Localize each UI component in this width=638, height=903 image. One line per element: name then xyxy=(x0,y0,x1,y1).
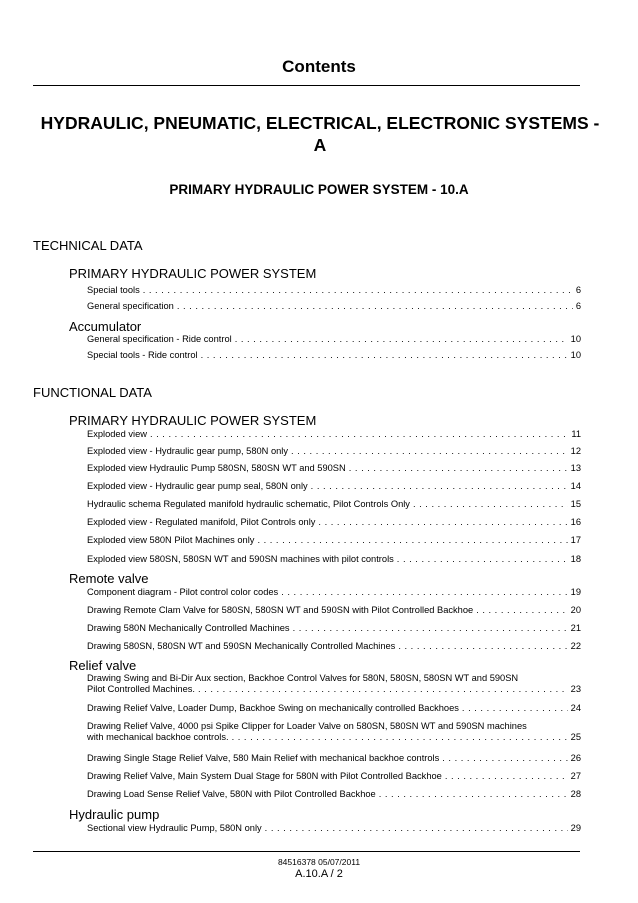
toc-entry-title: Exploded view - Hydraulic gear pump, 580N only xyxy=(87,446,289,456)
toc-entry[interactable] xyxy=(87,481,581,492)
toc-entry[interactable] xyxy=(87,823,581,834)
dot-leader xyxy=(201,350,568,361)
toc-entry-page: 23 xyxy=(570,684,581,694)
group-heading: Relief valve xyxy=(69,658,137,673)
toc-entry-title: Pilot Controlled Machines. xyxy=(87,684,195,694)
toc-entry[interactable] xyxy=(87,499,581,510)
toc-entry-title: Special tools - Ride control xyxy=(87,350,198,360)
toc-entry-page: 29 xyxy=(570,823,581,833)
toc-entry-title: Exploded view xyxy=(87,429,147,439)
toc-entry-page: 6 xyxy=(575,285,581,295)
footer-divider xyxy=(33,851,580,852)
toc-entry-title: Sectional view Hydraulic Pump, 580N only xyxy=(87,823,262,833)
toc-entry-page: 19 xyxy=(570,587,581,597)
toc-entry-page: 21 xyxy=(570,623,581,633)
toc-entry-title: Drawing Relief Valve, Loader Dump, Backhoe Swing on mechanically controlled Backhoes xyxy=(87,703,459,713)
toc-entry-title: Drawing 580SN, 580SN WT and 590SN Mechanically Controlled Machines xyxy=(87,641,396,651)
dot-leader xyxy=(349,463,568,474)
toc-entry-title: with mechanical backhoe controls. xyxy=(87,732,229,742)
dot-leader xyxy=(311,481,568,492)
page-number: A.10.A / 2 xyxy=(295,868,343,880)
document-code: 84516378 05/07/2011 xyxy=(277,857,361,867)
toc-entry[interactable] xyxy=(87,554,581,565)
toc-entry-title-line1: Drawing Swing and Bi-Dir Aux section, Backhoe Control Valves for 580N, 580SN, 580SN WT and 590SN xyxy=(87,673,519,683)
dot-leader xyxy=(281,587,567,598)
toc-entry-title: Drawing Relief Valve, Main System Dual Stage for 580N with Pilot Controlled Backhoe xyxy=(87,771,442,781)
dot-leader xyxy=(150,429,568,440)
dot-leader xyxy=(413,499,568,510)
toc-entry-page: 27 xyxy=(570,771,581,781)
dot-leader xyxy=(291,446,568,457)
toc-entry[interactable] xyxy=(87,587,581,598)
section-title: PRIMARY HYDRAULIC POWER SYSTEM - 10.A xyxy=(169,182,469,197)
header-divider xyxy=(33,85,580,86)
dot-leader xyxy=(265,823,568,834)
toc-entry[interactable] xyxy=(87,753,581,764)
dot-leader xyxy=(143,285,573,296)
toc-entry-page: 15 xyxy=(570,499,581,509)
dot-leader xyxy=(442,753,567,764)
dot-leader xyxy=(318,517,567,528)
toc-entry[interactable] xyxy=(87,789,581,800)
toc-entry-title: Exploded view - Hydraulic gear pump seal, 580N only xyxy=(87,481,308,491)
toc-entry[interactable] xyxy=(87,623,581,634)
section-heading-functional-data: FUNCTIONAL DATA xyxy=(33,385,152,400)
toc-entry-page: 16 xyxy=(570,517,581,527)
toc-entry-page: 17 xyxy=(570,535,581,545)
toc-entry[interactable] xyxy=(87,446,581,457)
section-heading-technical-data: TECHNICAL DATA xyxy=(33,238,143,253)
dot-leader xyxy=(379,789,568,800)
toc-entry-page: 13 xyxy=(570,463,581,473)
toc-entry[interactable] xyxy=(87,641,581,652)
toc-entry[interactable] xyxy=(87,463,581,474)
toc-entry-page: 11 xyxy=(571,429,581,439)
toc-entry[interactable] xyxy=(87,535,581,546)
toc-entry-page: 14 xyxy=(570,481,581,491)
group-heading: Remote valve xyxy=(69,571,149,586)
toc-entry-page: 12 xyxy=(570,446,581,456)
toc-entry[interactable] xyxy=(87,285,581,296)
toc-entry-page: 28 xyxy=(570,789,581,799)
toc-entry-page: 25 xyxy=(570,732,581,742)
toc-entry[interactable] xyxy=(87,517,581,528)
toc-entry-title: Drawing Load Sense Relief Valve, 580N with Pilot Controlled Backhoe xyxy=(87,789,376,799)
toc-entry-title: General specification xyxy=(87,301,174,311)
dot-leader xyxy=(257,535,567,546)
toc-entry-page: 10 xyxy=(570,334,581,344)
chapter-title: HYDRAULIC, PNEUMATIC, ELECTRICAL, ELECTRONIC SYSTEMS - A xyxy=(40,113,600,155)
toc-entry-title: Drawing Single Stage Relief Valve, 580 Main Relief with mechanical backhoe controls xyxy=(87,753,440,763)
dot-leader xyxy=(177,301,573,312)
toc-entry[interactable] xyxy=(87,605,581,616)
toc-entry[interactable] xyxy=(87,703,581,714)
toc-entry-page: 6 xyxy=(575,301,581,311)
toc-entry[interactable] xyxy=(87,771,581,782)
toc-entry[interactable] xyxy=(87,673,581,695)
toc-entry-title: Exploded view Hydraulic Pump 580SN, 580SN WT and 590SN xyxy=(87,463,346,473)
toc-entry-page: 22 xyxy=(570,641,581,651)
toc-entry-title: Special tools xyxy=(87,285,140,295)
group-heading: Accumulator xyxy=(69,319,142,334)
dot-leader xyxy=(398,641,567,652)
toc-entry[interactable] xyxy=(87,301,581,312)
dot-leader xyxy=(232,732,568,743)
toc-entry-title: Exploded view 580SN, 580SN WT and 590SN machines with pilot controls xyxy=(87,554,394,564)
toc-entry-title: Drawing Remote Clam Valve for 580SN, 580SN WT and 590SN with Pilot Controlled Backhoe xyxy=(87,605,474,615)
toc-entry[interactable] xyxy=(87,721,581,743)
toc-entry-page: 18 xyxy=(570,554,581,564)
toc-entry-title: Hydraulic schema Regulated manifold hydraulic schematic, Pilot Controls Only xyxy=(87,499,410,509)
group-heading: PRIMARY HYDRAULIC POWER SYSTEM xyxy=(69,266,317,281)
toc-entry-page: 20 xyxy=(570,605,581,615)
toc-entry-title: Exploded view 580N Pilot Machines only xyxy=(87,535,255,545)
toc-entry-title: Exploded view - Regulated manifold, Pilot Controls only xyxy=(87,517,316,527)
dot-leader xyxy=(476,605,567,616)
group-heading: Hydraulic pump xyxy=(69,807,160,822)
dot-leader xyxy=(198,684,568,695)
toc-entry-title-line1: Drawing Relief Valve, 4000 psi Spike Clipper for Loader Valve on 580SN, 580SN WT and 590SN machines xyxy=(87,721,527,731)
dot-leader xyxy=(293,623,568,634)
page-header-title: Contents xyxy=(282,57,356,76)
group-heading: PRIMARY HYDRAULIC POWER SYSTEM xyxy=(69,413,317,428)
dot-leader xyxy=(397,554,568,565)
dot-leader xyxy=(235,334,568,345)
toc-entry-title: Drawing 580N Mechanically Controlled Machines xyxy=(87,623,290,633)
toc-entry-page: 10 xyxy=(570,350,581,360)
toc-entry-page: 26 xyxy=(570,753,581,763)
dot-leader xyxy=(445,771,568,782)
toc-entry-title: Component diagram - Pilot control color codes xyxy=(87,587,279,597)
toc-entry-page: 24 xyxy=(570,703,581,713)
toc-entry-title: General specification - Ride control xyxy=(87,334,232,344)
toc-entry[interactable] xyxy=(87,429,581,440)
toc-entry[interactable] xyxy=(87,334,581,345)
toc-entry[interactable] xyxy=(87,350,581,361)
dot-leader xyxy=(462,703,568,714)
